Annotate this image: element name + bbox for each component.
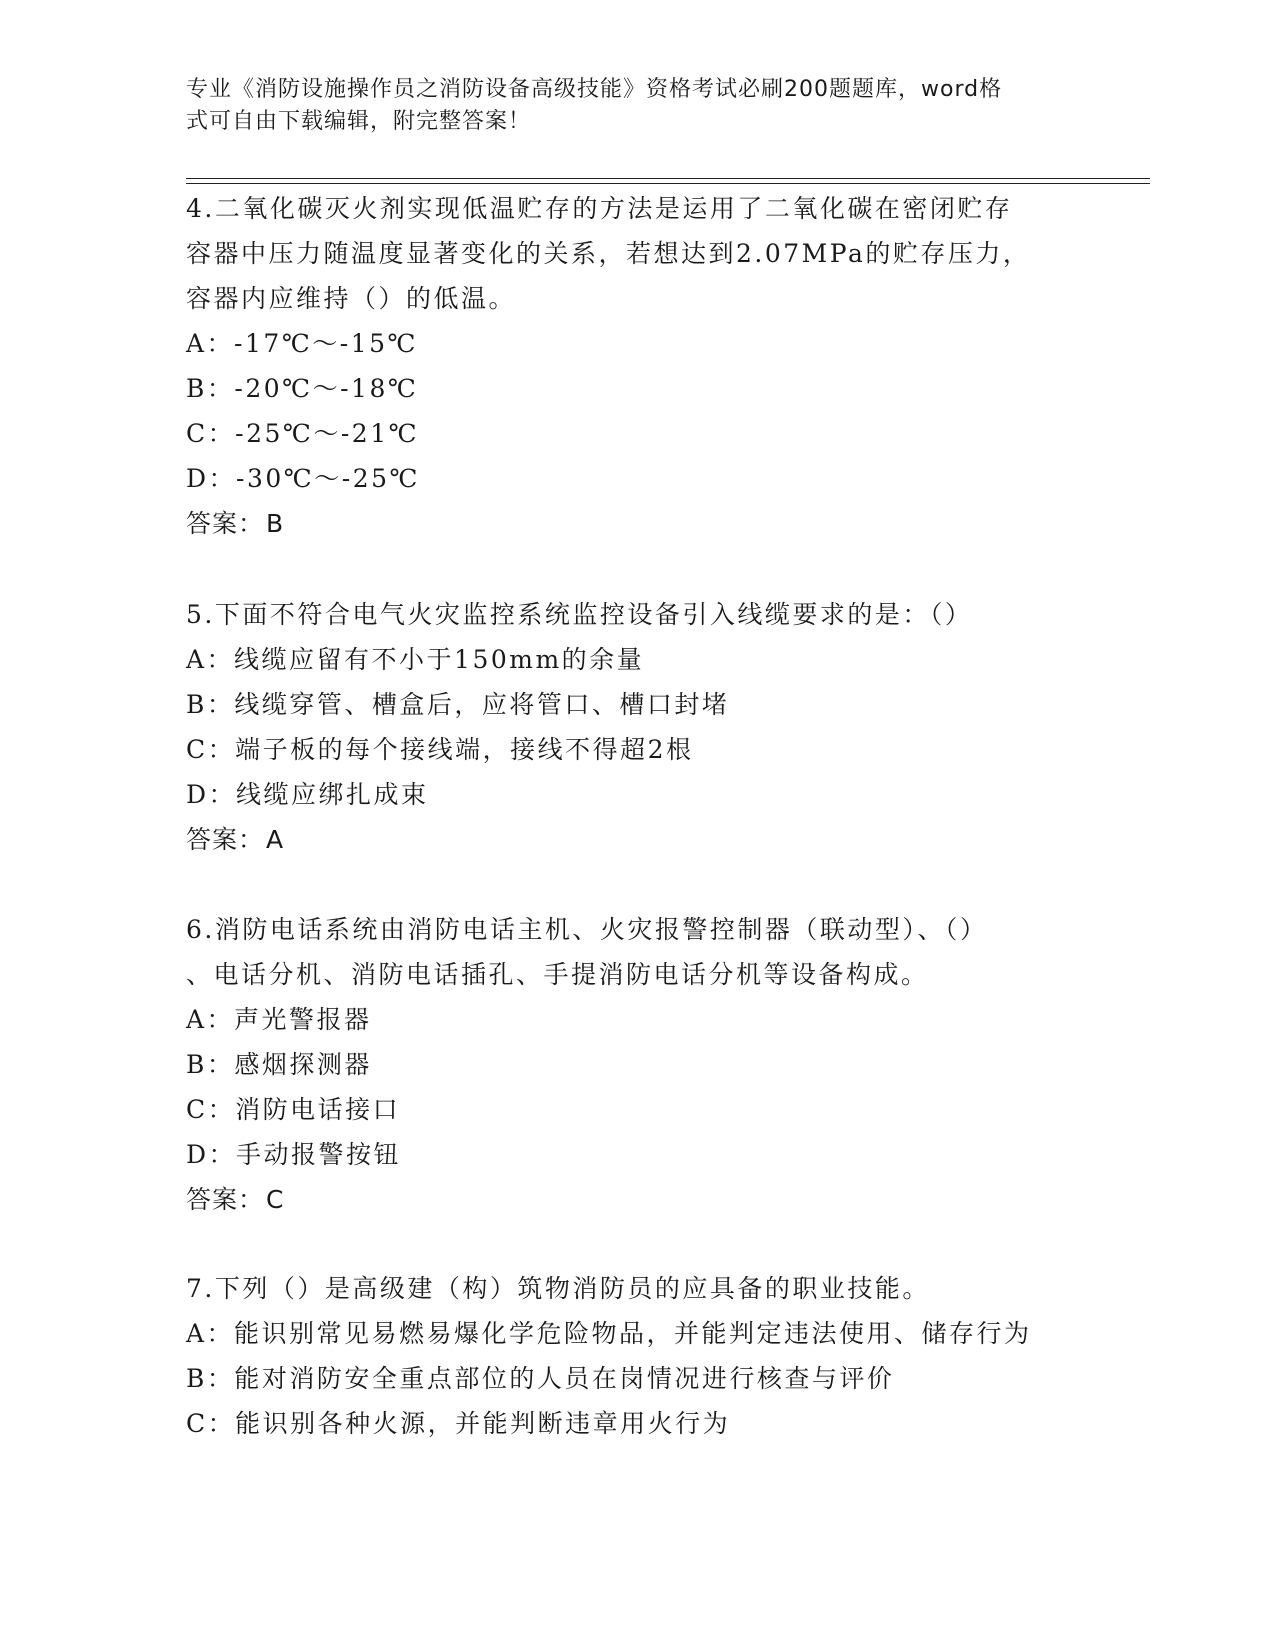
option-d: D：线缆应绑扎成束 — [186, 780, 429, 809]
question-stem-line: 7.下列（）是高级建（构）筑物消防员的应具备的职业技能。 — [186, 1274, 930, 1303]
option-d: D：-30℃～-25℃ — [186, 464, 420, 493]
answer-label: 答案： — [186, 509, 265, 538]
question-stem-line: 容器内应维持（）的低温。 — [186, 284, 517, 313]
question-5 — [186, 592, 1086, 862]
option-a: A：声光警报器 — [186, 1005, 372, 1034]
question-stem-line: 6.消防电话系统由消防电话主机、火灾报警控制器（联动型）、（） — [186, 915, 988, 944]
question-stem-line: 4.二氧化碳灭火剂实现低温贮存的方法是运用了二氧化碳在密闭贮存 — [186, 194, 1013, 223]
option-a: A：能识别常见易燃易爆化学危险物品，并能判定违法使用、储存行为 — [186, 1319, 1032, 1348]
header-rule-top — [186, 178, 1150, 179]
answer-value: A — [266, 825, 285, 854]
answer — [186, 1177, 1086, 1222]
option-a: A：线缆应留有不小于150mm的余量 — [186, 645, 645, 674]
header-line-1: 专业《消防设施操作员之消防设备高级技能》资格考试必刷200题题库，word格 — [186, 77, 1003, 102]
question-stem-line: 5.下面不符合电气火灾监控系统监控设备引入线缆要求的是：（） — [186, 600, 973, 629]
question-7 — [186, 1266, 1086, 1446]
answer-value: B — [266, 509, 285, 538]
answer — [186, 501, 1086, 546]
header-rule-bottom — [186, 183, 1150, 184]
option-c: C：能识别各种火源，并能判断违章用火行为 — [186, 1409, 731, 1438]
option-d: D：手动报警按钮 — [186, 1140, 402, 1169]
header-line-2: 式可自由下载编辑，附完整答案！ — [186, 109, 532, 134]
question-stem-line: 、电话分机、消防电话插孔、手提消防电话分机等设备构成。 — [186, 960, 929, 989]
document-header — [186, 74, 1066, 138]
option-a: A：-17℃～-15℃ — [186, 329, 419, 358]
option-c: C：端子板的每个接线端，接线不得超2根 — [186, 735, 694, 764]
answer-value: C — [266, 1185, 285, 1214]
answer-label: 答案： — [186, 1185, 265, 1214]
option-b: B：-20℃～-18℃ — [186, 374, 419, 403]
question-6 — [186, 907, 1086, 1222]
option-c: C：消防电话接口 — [186, 1095, 401, 1124]
option-b: B：感烟探测器 — [186, 1050, 372, 1079]
answer-label: 答案： — [186, 825, 265, 854]
question-stem-line: 容器中压力随温度显著变化的关系，若想达到2.07MPa的贮存压力， — [186, 239, 1031, 268]
option-b: B：线缆穿管、槽盒后，应将管口、槽口封堵 — [186, 690, 730, 719]
option-b: B：能对消防安全重点部位的人员在岗情况进行核查与评价 — [186, 1364, 895, 1393]
answer — [186, 817, 1086, 862]
option-c: C：-25℃～-21℃ — [186, 419, 420, 448]
question-4 — [186, 186, 1086, 546]
